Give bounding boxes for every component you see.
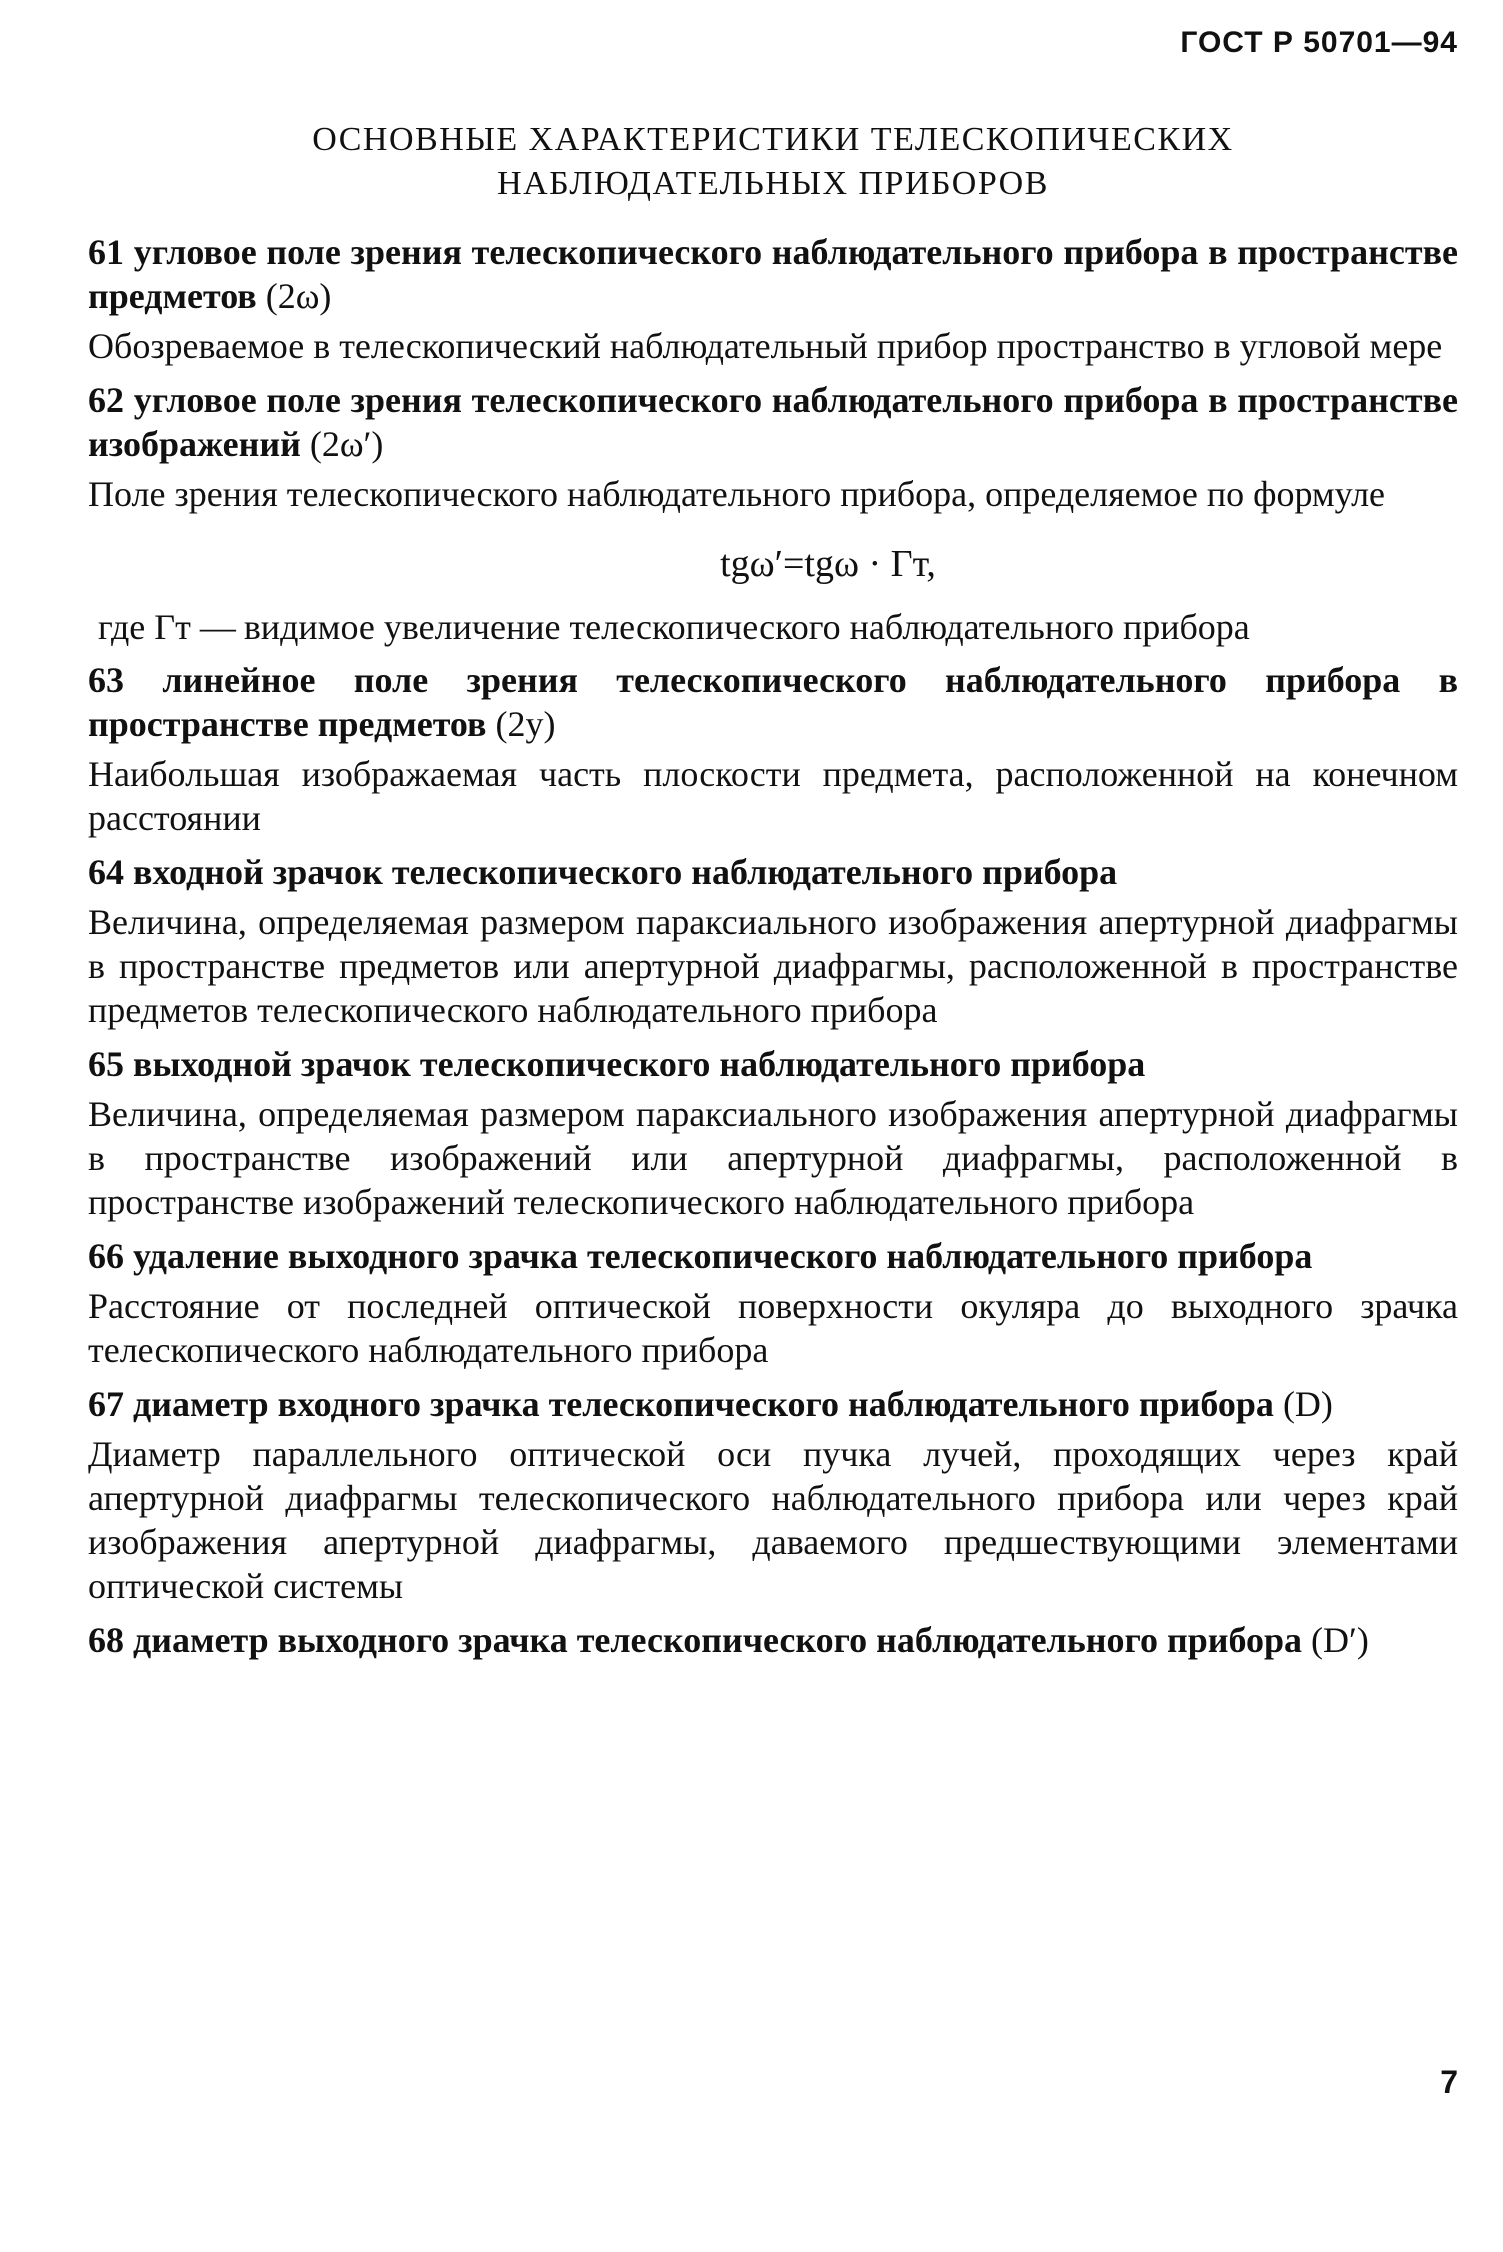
term-heading	[88, 658, 1458, 746]
term-entry-67	[88, 1382, 1458, 1608]
formula-legend-text: видимое увеличение телескопического наблюдательного прибора	[243, 607, 1250, 647]
term-entry-65	[88, 1042, 1458, 1224]
term-text: линейное поле зрения телескопического наблюдательного прибора в пространстве предметов	[88, 660, 1459, 744]
term-number: 63	[88, 660, 124, 700]
standard-number: ГОСТ Р 50701—94	[1180, 26, 1458, 59]
term-text: входной зрачок телескопического наблюдательного прибора	[133, 852, 1118, 892]
section-title-line-1: ОСНОВНЫЕ ХАРАКТЕРИСТИКИ ТЕЛЕСКОПИЧЕСКИХ	[312, 121, 1234, 158]
term-entry-68	[88, 1618, 1458, 1662]
term-symbol: (2y)	[495, 704, 556, 744]
term-symbol: (D)	[1282, 1384, 1333, 1424]
term-number: 65	[88, 1044, 124, 1084]
term-symbol: (2ω′)	[309, 424, 384, 464]
term-heading	[88, 1618, 1458, 1662]
formula-legend-label: где Гт —	[98, 607, 236, 647]
term-entry-66	[88, 1234, 1458, 1372]
term-number: 62	[88, 380, 124, 420]
term-text: диаметр выходного зрачка телескопического наблюдательного прибора	[133, 1620, 1303, 1660]
term-symbol: (2ω)	[265, 276, 332, 316]
term-text: угловое поле зрения телескопического наблюдательного прибора в пространстве предметов	[88, 232, 1458, 316]
term-definition: Диаметр параллельного оптической оси пучка лучей, проходящих через край апертурной диафрагмы телескопического наблюдательного прибора или через край изображения апертурной диафрагмы, даваемого предшествующими элементами оптической системы	[88, 1434, 1458, 1606]
term-number: 64	[88, 852, 124, 892]
term-heading	[88, 230, 1458, 318]
term-entry-64	[88, 850, 1458, 1032]
term-text: диаметр входного зрачка телескопического наблюдательного прибора	[133, 1384, 1274, 1424]
term-symbol: (D′)	[1311, 1620, 1369, 1660]
page-number: 7	[1440, 2064, 1458, 2100]
term-definition: Поле зрения телескопического наблюдательного прибора, определяемое по формуле	[88, 474, 1386, 514]
term-heading	[88, 1382, 1458, 1426]
term-definition: Наибольшая изображаемая часть плоскости предмета, расположенной на конечном расстоянии	[88, 754, 1458, 838]
term-heading	[88, 1234, 1458, 1278]
term-text: удаление выходного зрачка телескопического наблюдательного прибора	[133, 1236, 1313, 1276]
term-number: 66	[88, 1236, 124, 1276]
term-number: 67	[88, 1384, 124, 1424]
term-definition: Величина, определяемая размером параксиального изображения апертурной диафрагмы в пространстве предметов или апертурной диафрагмы, расположенной в пространстве предметов телескопического наблюдательного прибора	[88, 902, 1458, 1030]
formula-legend	[88, 606, 1458, 648]
term-heading	[88, 378, 1458, 466]
term-entry-62	[88, 378, 1458, 648]
term-entry-61	[88, 230, 1458, 368]
term-heading	[88, 1042, 1458, 1086]
term-definition: Обозреваемое в телескопический наблюдательный прибор пространство в угловой мере	[88, 326, 1443, 366]
term-entry-63	[88, 658, 1458, 840]
term-definition: Расстояние от последней оптической поверхности окуляра до выходного зрачка телескопического наблюдательного прибора	[88, 1286, 1458, 1370]
formula: tgω′=tgω · Гт,	[720, 543, 936, 585]
term-text: выходной зрачок телескопического наблюдательного прибора	[133, 1044, 1146, 1084]
term-text: угловое поле зрения телескопического наблюдательного прибора в пространстве изображений	[88, 380, 1458, 464]
section-title	[88, 118, 1458, 206]
section-title-line-2: НАБЛЮДАТЕЛЬНЫХ ПРИБОРОВ	[497, 165, 1049, 202]
term-heading	[88, 850, 1458, 894]
term-number: 61	[88, 232, 124, 272]
term-number: 68	[88, 1620, 124, 1660]
term-entries	[88, 230, 1458, 1672]
term-definition: Величина, определяемая размером параксиального изображения апертурной диафрагмы в пространстве изображений или апертурной диафрагмы, расположенной в пространстве изображений телескопического наблюдательного прибора	[88, 1094, 1458, 1222]
